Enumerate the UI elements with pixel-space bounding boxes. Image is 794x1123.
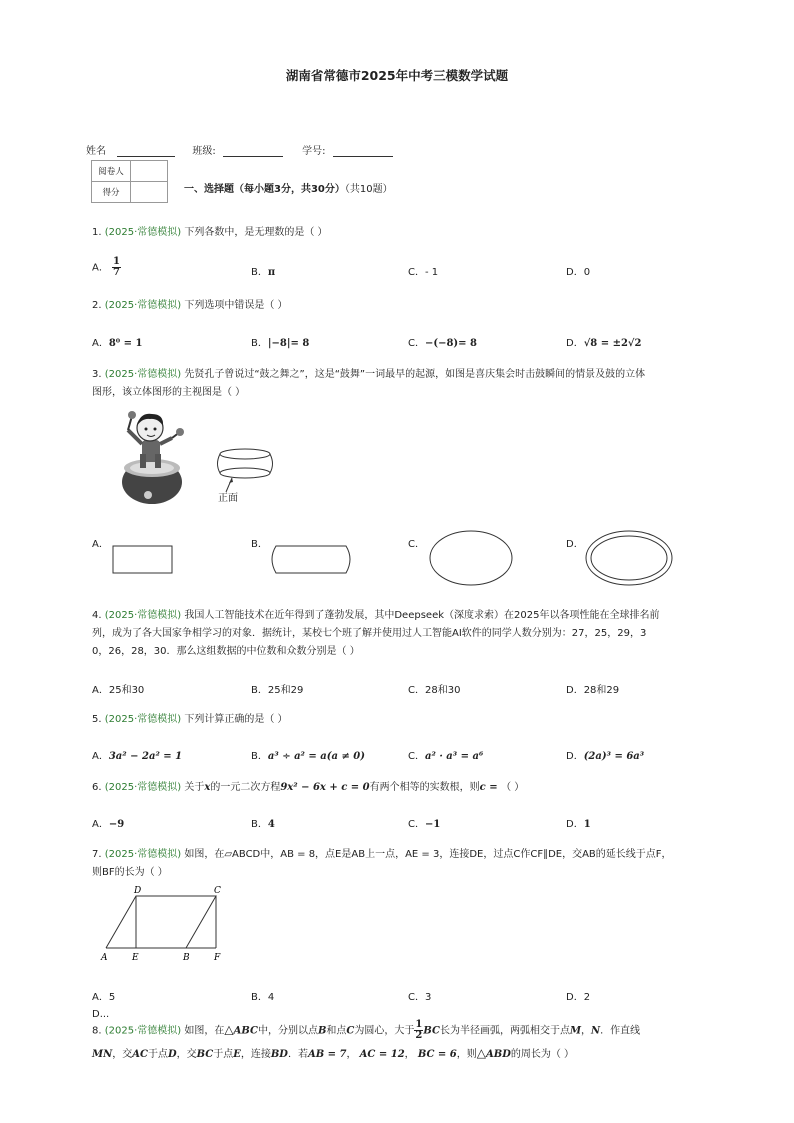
truncated-text: D... [92,1009,110,1020]
score-label: 得分 [92,182,131,203]
question-4-line3: 0，26，28，30．那么这组数据的中位数和众数分别是（ ） [92,646,360,657]
q3-option-b-label[interactable]: B． [251,539,268,550]
q4-option-c[interactable]: C．28和30 [408,685,461,696]
q4-option-b[interactable]: B．25和29 [251,685,304,696]
score-cell[interactable] [131,182,168,203]
question-6: 6. (2025·常德模拟) 关于x的一元二次方程9x² − 6x + c = 0有两个相等的实数根，则c = （ ） [92,782,525,793]
q4-option-a[interactable]: A．25和30 [92,685,145,696]
label-b: B [183,953,190,963]
q3-option-d-label[interactable]: D． [566,539,584,550]
class-label: 班级: [192,146,216,157]
student-info-row [86,142,393,157]
class-field[interactable] [223,156,283,157]
id-field[interactable] [333,156,393,157]
label-e: E [132,953,139,963]
label-a: A [101,953,108,963]
label-c: C [214,886,221,896]
question-8: 8. (2025·常德模拟) 如图，在△ABC中，分别以点B和点C为圆心，大于 $\frac{1}{2}$ BC长为半径画弧，两弧相交于点M，N．作直线 [92,1019,641,1041]
q2-option-c[interactable]: C．−(−8)= 8 [408,338,477,349]
q1-option-b[interactable]: B．π [251,267,276,278]
score-table [91,160,168,203]
id-label: 学号: [302,146,326,157]
q6-option-d[interactable]: D．1 [566,819,591,830]
label-d: D [134,886,142,896]
drummer-illustration [110,404,190,508]
q5-option-b[interactable]: B．a³ ÷ a² = a(a ≠ 0) [251,751,365,762]
question-2: 2. (2025·常德模拟) 下列选项中错误是（ ） [92,300,288,311]
q3-option-d-figure[interactable] [584,530,674,586]
q1-option-d[interactable]: D．0 [566,267,591,278]
q2-option-a[interactable]: A．8⁰ = 1 [92,338,143,349]
source-tag: (2025·常德模拟) [104,227,182,238]
q3-option-c-figure[interactable] [428,530,514,586]
q4-option-d[interactable]: D．28和29 [566,685,620,696]
q7-option-d[interactable]: D．2 [566,992,591,1003]
q2-option-b[interactable]: B．|−8|= 8 [251,338,310,349]
q1-option-a[interactable]: A． $\frac{1}{7}$ [92,256,120,278]
front-view-label: 正面 [218,493,238,504]
question-4: 4. (2025·常德模拟) 我国人工智能技术在近年得到了蓬勃发展，其中Deepseek（深度求索）在2025年以各项性能在全球排名前 [92,610,660,621]
fraction: $\frac{1}{7}$ [113,256,120,278]
name-label: 姓名 [86,146,106,157]
grader-label: 阅卷人 [92,161,131,182]
question-1: 1. (2025·常德模拟) 下列各数中，是无理数的是（ ） [92,227,328,238]
question-4-line2: 列，成为了各大国家争相学习的对象．据统计，某校七个班了解并使用过人工智能AI软件的同学人数分别为：27，25，29，3 [92,628,647,639]
name-field[interactable] [117,156,175,157]
q7-option-a[interactable]: A．5 [92,992,116,1003]
question-5: 5. (2025·常德模拟) 下列计算正确的是（ ） [92,714,288,725]
q5-option-d[interactable]: D．(2a)³ = 6a³ [566,751,645,762]
q3-option-a-label[interactable]: A． [92,539,109,550]
q5-option-a[interactable]: A．3a² − 2a² = 1 [92,751,183,762]
label-f: F [214,953,221,963]
q6-option-a[interactable]: A．−9 [92,819,125,830]
fraction: $\frac{1}{2}$ [415,1019,423,1041]
question-7: 7. (2025·常德模拟) 如图，在▱ABCD中，AB = 8，点E是AB上一点，AE = 3，连接DE，过点C作CF∥DE，交AB的延长线于点F， [92,849,672,860]
q5-option-c[interactable]: C．a² · a³ = a⁶ [408,751,484,762]
grader-cell[interactable] [131,161,168,182]
q3-option-c-label[interactable]: C． [408,539,425,550]
q2-option-d[interactable]: D．√8 = ±2√2 [566,338,642,349]
question-3-line2: 图形，该立体图形的主视图是（ ） [92,387,246,398]
question-3: 3. (2025·常德模拟) 先贤孔子曾说过“鼓之舞之”，这是“鼓舞”一词最早的起源，如图是喜庆集会时击鼓瞬间的情景及鼓的立体 [92,369,646,380]
section-heading: 一、选择题（每小题3分，共30分）（共10题） [184,184,393,195]
q6-option-c[interactable]: C．−1 [408,819,441,830]
q3-option-b-figure[interactable] [268,545,354,575]
q7-option-b[interactable]: B．4 [251,992,275,1003]
q7-option-c[interactable]: C．3 [408,992,432,1003]
question-8-line2: MN，交AC于点D，交BC于点E，连接BD．若AB = 7， AC = 12， BC = 6，则△ABD的周长为（ ） [92,1046,575,1060]
page-title: 湖南省常德市2025年中考三模数学试题 [285,68,509,83]
q3-option-a-figure[interactable] [112,545,174,575]
q6-option-b[interactable]: B．4 [251,819,275,830]
question-7-line2: 则BF的长为（ ） [92,867,168,878]
q1-option-c[interactable]: C．- 1 [408,267,439,278]
parallelogram-figure [98,884,232,964]
